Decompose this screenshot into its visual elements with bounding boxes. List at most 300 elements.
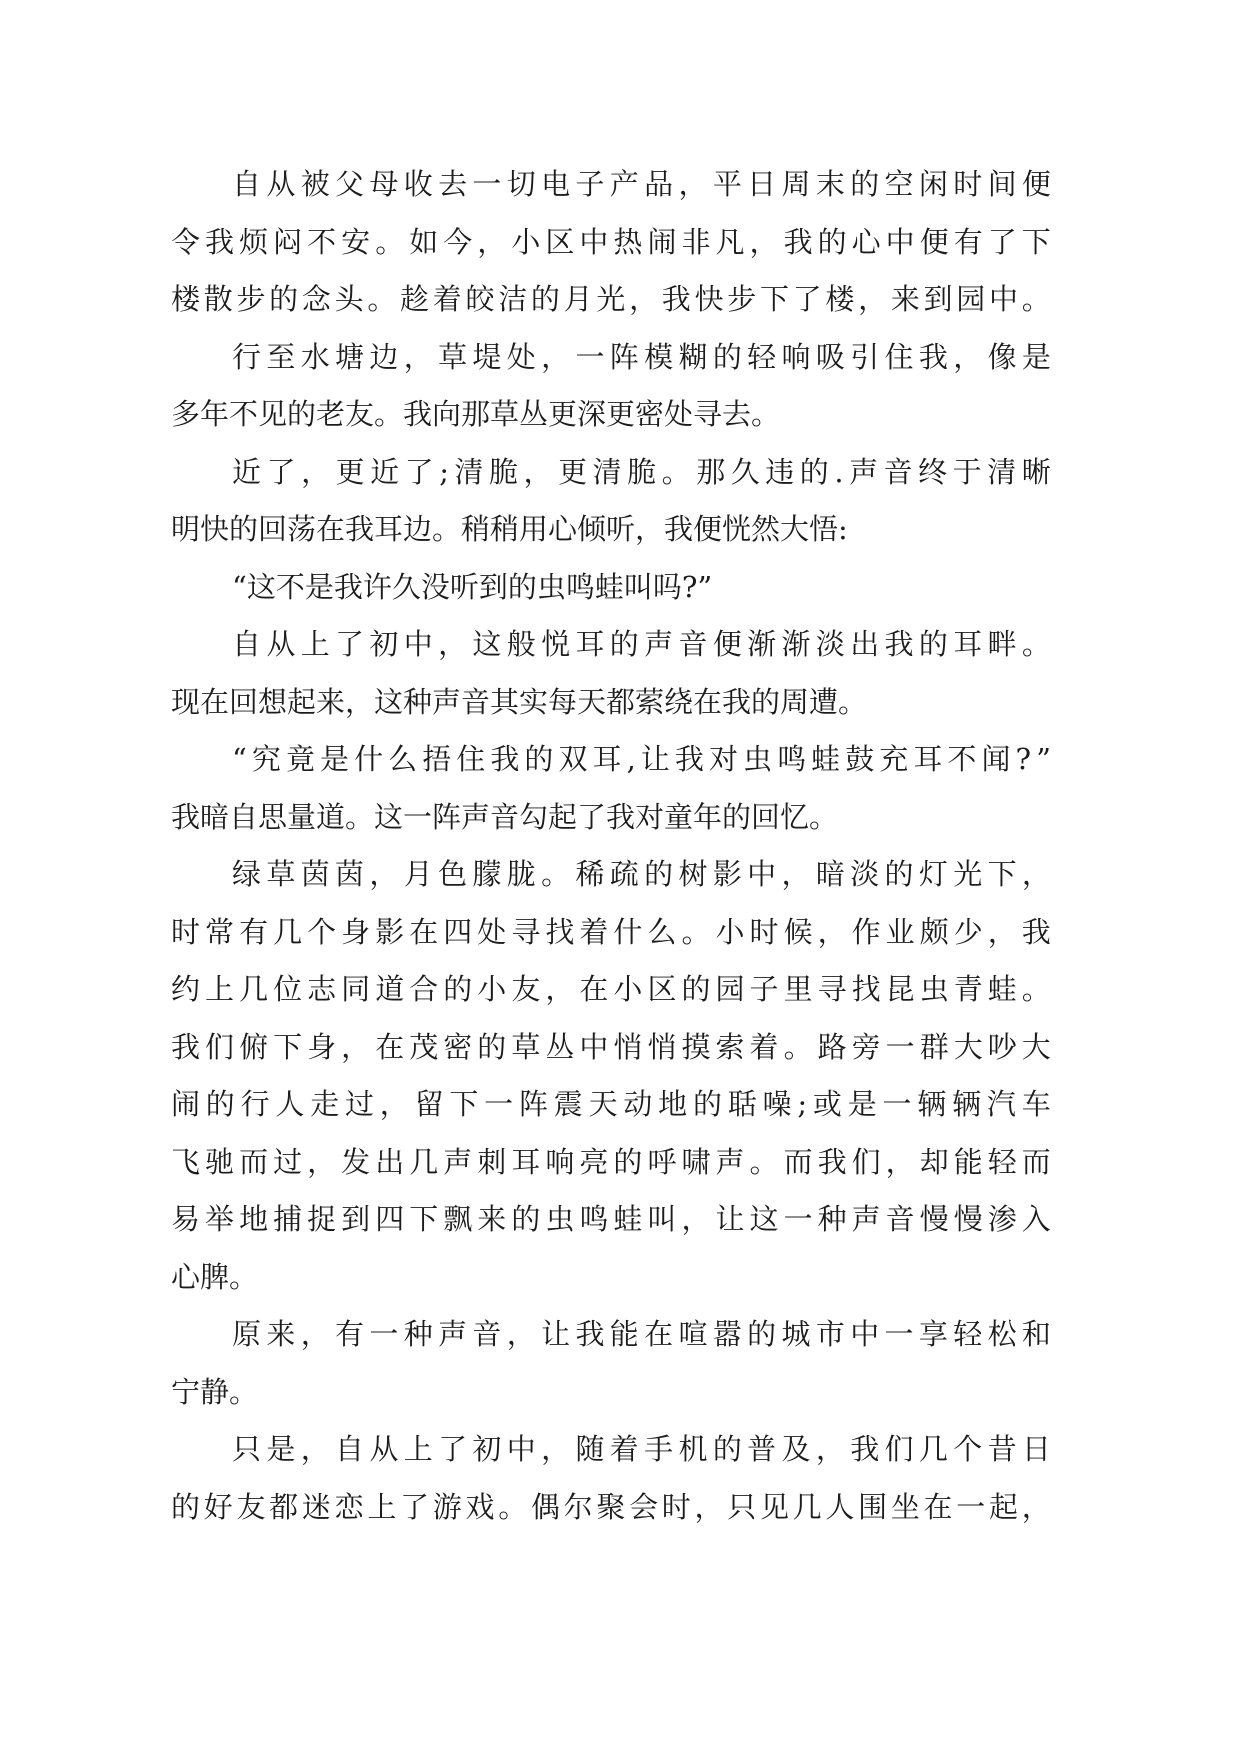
line-character: 渗 <box>987 1202 1017 1236</box>
line-character: 如 <box>409 224 439 259</box>
line-character: 戏 <box>465 1489 495 1524</box>
line-character: 淡 <box>815 627 845 661</box>
line-character: 着 <box>749 1029 779 1064</box>
line-character: 的 <box>613 1144 643 1179</box>
line-character: 今 <box>443 224 473 259</box>
line-character: 原 <box>232 1317 262 1351</box>
line-character: 叫 <box>647 1202 677 1236</box>
line-character: 下 <box>759 282 789 316</box>
line-character: 几 <box>239 972 269 1006</box>
line-character: 从 <box>266 627 296 661</box>
line-character: 被 <box>300 167 330 201</box>
paragraph-line <box>171 904 1051 962</box>
line-character: 中 <box>850 1317 880 1351</box>
line-character: 周 <box>781 167 811 201</box>
line-character: ? <box>1015 742 1032 776</box>
line-character: 了 <box>335 627 365 661</box>
line-character: 一 <box>956 1489 986 1524</box>
line-character: 的 <box>918 627 948 661</box>
line-character: 从 <box>369 1432 399 1466</box>
paragraph <box>171 1306 1051 1421</box>
line-character: 旁 <box>851 1029 881 1064</box>
line-character: 淡 <box>850 857 880 891</box>
line-character: 切 <box>506 167 536 201</box>
line-character: 洁 <box>498 282 528 316</box>
line-character: 安 <box>341 224 371 259</box>
line-character: 。 <box>541 857 571 891</box>
line-character: 的 <box>884 857 914 891</box>
line-character: 围 <box>858 1489 888 1524</box>
paragraph <box>171 616 1051 731</box>
line-character: 位 <box>273 972 303 1006</box>
quote-paragraph <box>171 559 1051 617</box>
line-character: 起 <box>988 1489 1018 1524</box>
line-character: 让 <box>541 1317 571 1351</box>
line-character: 到 <box>341 1202 371 1236</box>
line-character: 是 <box>266 1432 296 1466</box>
line-character: 小 <box>477 972 507 1006</box>
line-character: ， <box>307 1144 337 1179</box>
line-character: 在 <box>375 1029 405 1064</box>
line-character: 我 <box>850 1432 880 1466</box>
line-character: 来 <box>266 1317 296 1351</box>
line-character: 住 <box>456 742 486 776</box>
line-character: 楼 <box>171 282 201 316</box>
line-character: 在 <box>579 972 609 1006</box>
line-character: 却 <box>919 1144 949 1179</box>
line-character: 母 <box>369 167 399 201</box>
line-character: 茵 <box>300 857 330 891</box>
line-character: 尔 <box>563 1489 593 1524</box>
line-character: 茵 <box>335 857 365 891</box>
line-character: 悦 <box>541 627 571 661</box>
line-character: 品 <box>644 167 674 201</box>
line-character: 堤 <box>472 339 502 374</box>
line-character: 空 <box>884 167 914 201</box>
line-character: ， <box>541 339 571 374</box>
line-character: 声 <box>644 627 674 661</box>
line-character: 蛙 <box>613 1202 643 1236</box>
line-character: ， <box>300 1317 330 1351</box>
line-character: 引 <box>850 339 880 374</box>
line-character: 一 <box>783 1202 813 1236</box>
line-character: 热 <box>613 224 643 259</box>
line-character: 我 <box>490 742 520 776</box>
line-character: 念 <box>301 282 331 316</box>
line-character: 机 <box>678 1432 708 1466</box>
line-character: 嚣 <box>712 1317 742 1351</box>
line-character: 的 <box>530 282 560 316</box>
line-character: 出 <box>375 1144 405 1179</box>
line-character: ， <box>438 627 468 661</box>
line-character: 虫 <box>743 742 773 776</box>
line-character: 处 <box>477 914 507 949</box>
line-character: 身 <box>341 914 371 949</box>
line-character: 这 <box>472 627 502 661</box>
line-character: 的 <box>171 1489 201 1524</box>
line-character: 让 <box>640 742 670 776</box>
line-character: 至 <box>266 339 296 374</box>
line-character: 响 <box>545 1144 575 1179</box>
line-character: 我 <box>575 1317 605 1351</box>
line-character: 人 <box>825 1489 855 1524</box>
line-character: 蛙 <box>811 742 841 776</box>
paragraph-line: “这不是我许久没听到的虫鸣蛙叫吗?” <box>232 569 713 604</box>
line-character: 久 <box>730 454 760 489</box>
line-character: 都 <box>269 1489 299 1524</box>
line-character: 一 <box>885 1029 915 1064</box>
line-character: 们 <box>884 1432 914 1466</box>
line-character: 中 <box>403 627 433 661</box>
line-character: 志 <box>307 972 337 1006</box>
line-character: 天 <box>588 1087 618 1121</box>
line-character: 头 <box>334 282 364 316</box>
line-character: 在 <box>644 1317 674 1351</box>
line-character: . <box>834 454 844 489</box>
line-character: 道 <box>375 972 405 1006</box>
line-character: 烦 <box>239 224 269 259</box>
line-character: 业 <box>885 914 915 949</box>
line-character: 音 <box>472 1317 502 1351</box>
paragraph-line <box>171 214 1051 272</box>
line-character: 的 <box>817 224 847 259</box>
line-character: 闹 <box>171 1087 201 1121</box>
line-character: ” <box>1036 742 1051 776</box>
paragraph-line <box>171 1191 1051 1249</box>
line-character: 清 <box>987 454 1017 489</box>
line-character: 摸 <box>681 1029 711 1064</box>
line-character: 找 <box>851 972 881 1006</box>
line-character: 耳 <box>575 627 605 661</box>
line-character: 俯 <box>239 1029 269 1064</box>
line-character: 那 <box>696 454 726 489</box>
line-character: 父 <box>335 167 365 201</box>
line-character: 晰 <box>1021 454 1051 489</box>
line-character: 一 <box>484 1087 514 1121</box>
paragraph-line <box>171 1134 1051 1192</box>
line-character: ， <box>987 914 1017 949</box>
line-character: 鸣 <box>777 742 807 776</box>
body-text <box>171 156 1051 1536</box>
line-character: 从 <box>266 167 296 201</box>
line-character: 种 <box>817 1202 847 1236</box>
line-character: 寻 <box>817 972 847 1006</box>
line-character: 园 <box>956 282 986 316</box>
line-character: 闻 <box>981 742 1011 776</box>
line-character: 丛 <box>545 1029 575 1064</box>
line-character: 于 <box>952 454 982 489</box>
line-character: 了 <box>400 1489 430 1524</box>
line-character: 群 <box>919 1029 949 1064</box>
line-character: 轻 <box>747 339 777 374</box>
line-character: 四 <box>443 914 473 949</box>
line-character: 普 <box>747 1432 777 1466</box>
line-character: 音 <box>883 454 913 489</box>
line-character: 密 <box>443 1029 473 1064</box>
line-character: 候 <box>783 914 813 949</box>
line-character: , <box>626 742 636 776</box>
line-character: ， <box>477 224 507 259</box>
line-character: 暗 <box>815 857 845 891</box>
line-character: 影 <box>375 914 405 949</box>
line-character: 凡 <box>715 224 745 259</box>
paragraph-line <box>171 1076 1051 1134</box>
line-character: 松 <box>987 1317 1017 1351</box>
line-character: 走 <box>310 1087 340 1121</box>
line-character: 音 <box>678 627 708 661</box>
line-character: 或 <box>812 1087 842 1121</box>
line-character: 对 <box>708 742 738 776</box>
line-character: 塘 <box>335 339 365 374</box>
line-character: 到 <box>923 282 953 316</box>
line-character: 步 <box>236 282 266 316</box>
line-character: 。 <box>661 454 691 489</box>
line-character: 自 <box>232 167 262 201</box>
line-character: 这 <box>749 1202 779 1236</box>
line-character: ， <box>301 454 331 489</box>
line-character: 的 <box>850 167 880 201</box>
line-character: 聒 <box>727 1087 757 1121</box>
line-character: 几 <box>409 1144 439 1179</box>
line-character: 糊 <box>678 339 708 374</box>
line-character: 的 <box>443 972 473 1006</box>
line-character: 影 <box>712 857 742 891</box>
line-character: 间 <box>987 167 1017 201</box>
line-character: “ <box>232 742 247 776</box>
line-character: 畔 <box>987 627 1017 661</box>
line-character: 稀 <box>575 857 605 891</box>
line-character: 让 <box>715 1202 745 1236</box>
paragraph <box>171 156 1051 329</box>
line-character: 中 <box>747 857 777 891</box>
line-character: ， <box>858 282 888 316</box>
line-character: 阵 <box>609 339 639 374</box>
line-character: ， <box>815 1432 845 1466</box>
line-character: 吵 <box>987 1029 1017 1064</box>
line-character: 一 <box>575 339 605 374</box>
line-character: 只 <box>727 1489 757 1524</box>
line-character: 。 <box>367 282 397 316</box>
line-character: 区 <box>545 224 575 259</box>
line-character: 声 <box>438 1317 468 1351</box>
line-character: 友 <box>236 1489 266 1524</box>
paragraph-line: 宁静。 <box>171 1374 259 1409</box>
line-character: 大 <box>953 1029 983 1064</box>
line-character: 的 <box>644 857 674 891</box>
line-character: ， <box>749 224 779 259</box>
line-character: ， <box>1021 857 1051 891</box>
line-character: ， <box>1021 1489 1051 1524</box>
line-character: 。 <box>375 224 405 259</box>
line-character: 约 <box>171 972 201 1006</box>
line-character: 。 <box>681 914 711 949</box>
paragraph-line <box>232 444 1051 502</box>
line-character: 渐 <box>781 627 811 661</box>
line-character: 的 <box>712 339 742 374</box>
line-character: 声 <box>443 1144 473 1179</box>
line-character: 的 <box>205 1087 235 1121</box>
line-character: 常 <box>205 914 235 949</box>
line-character: 有 <box>335 1317 365 1351</box>
line-character: 不 <box>947 742 977 776</box>
line-character: 随 <box>575 1432 605 1466</box>
line-character: 和 <box>1021 1317 1051 1351</box>
line-character: 平 <box>712 167 742 201</box>
line-character: 们 <box>851 1144 881 1179</box>
line-character: 地 <box>239 1202 269 1236</box>
line-character: ， <box>523 454 553 489</box>
line-character: 。 <box>783 1029 813 1064</box>
line-character: 自 <box>335 1432 365 1466</box>
line-character: 模 <box>644 339 674 374</box>
line-character: 噪 <box>762 1087 792 1121</box>
paragraph-line: 我暗自思量道。这一阵声音勾起了我对童年的回忆。 <box>171 799 839 834</box>
line-character: 月 <box>563 282 593 316</box>
line-character: 虫 <box>545 1202 575 1236</box>
line-character: 脆 <box>489 454 519 489</box>
line-character: 去 <box>438 167 468 201</box>
paragraph-line <box>171 271 1051 329</box>
line-character: ， <box>341 1029 371 1064</box>
line-character: 令 <box>171 224 201 259</box>
line-character: 声 <box>715 1144 745 1179</box>
line-character: 。 <box>1021 627 1051 661</box>
line-character: 处 <box>506 339 536 374</box>
line-character: 清 <box>454 454 484 489</box>
line-character: 好 <box>203 1489 233 1524</box>
line-character: ; <box>797 1087 808 1121</box>
line-character: ， <box>953 339 983 374</box>
line-character: 清 <box>592 454 622 489</box>
line-character: 动 <box>623 1087 653 1121</box>
line-character: 草 <box>266 857 296 891</box>
line-character: 几 <box>792 1489 822 1524</box>
paragraph-line <box>171 1479 1051 1537</box>
line-character: 便 <box>1021 167 1051 201</box>
line-character: 们 <box>205 1029 235 1064</box>
line-character: 享 <box>918 1317 948 1351</box>
line-character: 轻 <box>987 1144 1017 1179</box>
line-character: 蛙 <box>987 972 1017 1006</box>
line-character: 着 <box>609 1432 639 1466</box>
line-character: 在 <box>923 1489 953 1524</box>
line-character: 小 <box>511 224 541 259</box>
line-character: 颇 <box>919 914 949 949</box>
line-character: 终 <box>918 454 948 489</box>
line-character: 辆 <box>952 1087 982 1121</box>
line-character: ， <box>694 1489 724 1524</box>
line-character: 小 <box>715 914 745 949</box>
line-character: 水 <box>300 339 330 374</box>
line-character: 慢 <box>919 1202 949 1236</box>
line-character: 昆 <box>885 972 915 1006</box>
line-character: 竟 <box>285 742 315 776</box>
line-character: 渐 <box>747 627 777 661</box>
line-character: 坐 <box>890 1489 920 1524</box>
line-character: 下 <box>409 1202 439 1236</box>
line-character: 耳 <box>913 742 943 776</box>
line-character: 城 <box>781 1317 811 1351</box>
line-character: 茂 <box>409 1029 439 1064</box>
paragraph-line: 心脾。 <box>171 1259 259 1294</box>
line-character: 阵 <box>518 1087 548 1121</box>
line-character: 日 <box>747 167 777 201</box>
line-character: 作 <box>851 914 881 949</box>
line-character: 四 <box>375 1202 405 1236</box>
line-character: 上 <box>403 1432 433 1466</box>
line-character: 着 <box>432 282 462 316</box>
line-character: 大 <box>1021 1029 1051 1064</box>
line-character: 中 <box>988 282 1018 316</box>
line-character: 几 <box>918 1432 948 1466</box>
line-character: ， <box>545 972 575 1006</box>
line-character: 是 <box>1021 339 1051 374</box>
line-character: 入 <box>1021 1202 1051 1236</box>
line-character: 偶 <box>530 1489 560 1524</box>
line-character: 几 <box>273 914 303 949</box>
line-character: 汽 <box>986 1087 1016 1121</box>
line-character: 市 <box>815 1317 845 1351</box>
line-character: 住 <box>884 339 914 374</box>
line-character: 月 <box>403 857 433 891</box>
line-character: 恋 <box>334 1489 364 1524</box>
line-character: 光 <box>596 282 626 316</box>
line-character: ， <box>379 1087 409 1121</box>
line-character: 而 <box>239 1144 269 1179</box>
line-character: 手 <box>644 1432 674 1466</box>
line-character: 上 <box>367 1489 397 1524</box>
line-character: 的 <box>799 454 829 489</box>
line-character: 般 <box>506 627 536 661</box>
line-character: ， <box>781 857 811 891</box>
line-character: 我 <box>661 282 691 316</box>
line-character: 我 <box>783 224 813 259</box>
line-character: 皎 <box>465 282 495 316</box>
line-character: 灯 <box>918 857 948 891</box>
line-character: 究 <box>251 742 281 776</box>
paragraph-line <box>232 616 1051 674</box>
line-character: 轻 <box>953 1317 983 1351</box>
line-character: 闲 <box>918 167 948 201</box>
line-character: ， <box>300 1432 330 1466</box>
line-character: 留 <box>414 1087 444 1121</box>
line-character: 我 <box>171 1029 201 1064</box>
line-character: 迷 <box>301 1489 331 1524</box>
line-character: 的 <box>269 282 299 316</box>
line-character: 闷 <box>273 224 303 259</box>
line-character: 非 <box>681 224 711 259</box>
line-character: 我 <box>1021 914 1051 949</box>
line-character: 能 <box>953 1144 983 1179</box>
line-character: 楼 <box>825 282 855 316</box>
line-character: ， <box>506 1317 536 1351</box>
line-character: 朦 <box>472 857 502 891</box>
line-character: 时 <box>953 167 983 201</box>
line-character: 初 <box>472 1432 502 1466</box>
line-character: 亮 <box>579 1144 609 1179</box>
line-character: 充 <box>879 742 909 776</box>
line-character: 啸 <box>681 1144 711 1179</box>
line-character: 响 <box>781 339 811 374</box>
line-character: 我 <box>674 742 704 776</box>
line-character: 耳 <box>511 1144 541 1179</box>
line-character: 了 <box>438 1432 468 1466</box>
line-character: 悄 <box>647 1029 677 1064</box>
line-character: 见 <box>759 1489 789 1524</box>
line-character: 寻 <box>511 914 541 949</box>
line-character: 下 <box>1021 224 1051 259</box>
line-character: 一 <box>369 1317 399 1351</box>
